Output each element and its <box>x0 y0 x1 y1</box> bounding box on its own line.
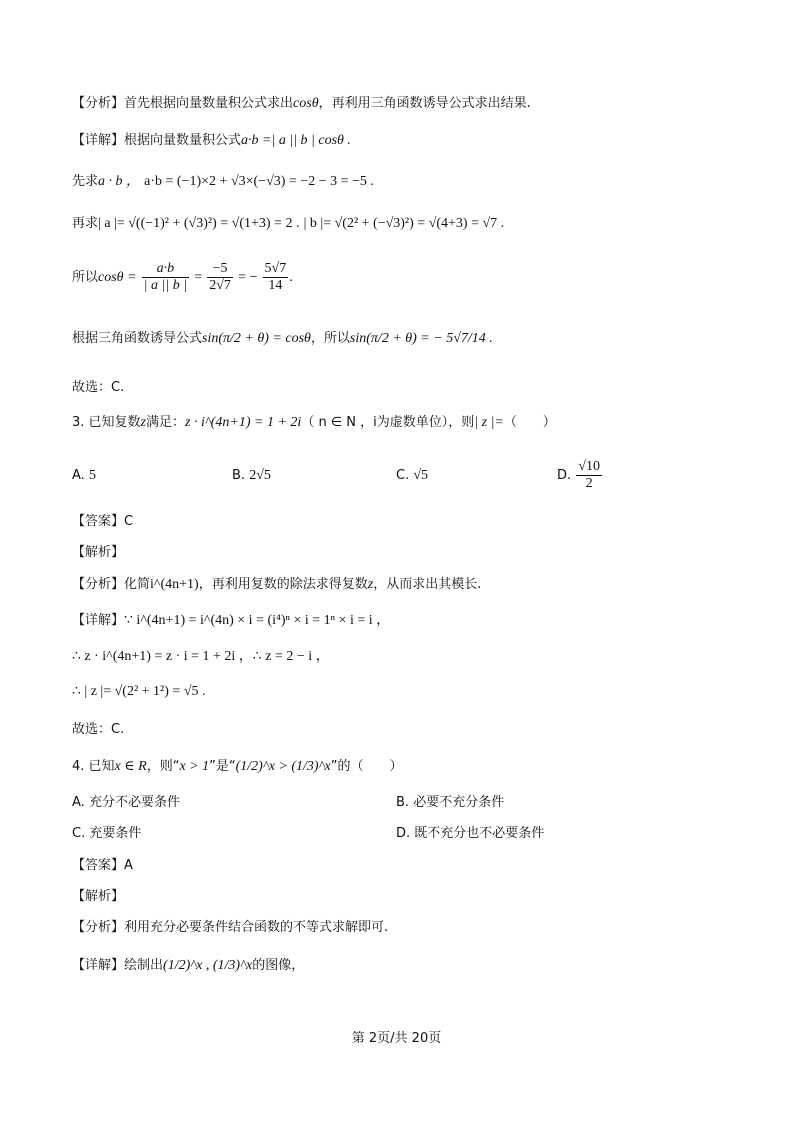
q3-detail-1: 【详解】∵ i^(4n+1) = i^(4n) × i = (i⁴)ⁿ × i = 1ⁿ × i = i ， <box>72 613 391 628</box>
q2-step2 <box>72 214 733 234</box>
q2-answer: 故选：C. <box>72 380 125 395</box>
cos-theta: cosθ <box>293 96 319 111</box>
step2-prefix: 再求 <box>72 216 99 231</box>
q2-step1 <box>72 172 733 192</box>
detail-tag: 【详解】 <box>72 133 125 148</box>
step2-formula-b: | b |= √(2² + (−√3)²) = √(4+3) = √7 . <box>303 216 505 231</box>
step3-fraction-1: $\frac{a\cdot b}{| a || b |}$ <box>143 261 188 293</box>
q4-option-b: B. 必要不充分条件 <box>396 795 505 810</box>
q4-solution-tag: 【解析】 <box>72 889 125 904</box>
step4-formula: sin(π/2 + θ) = cosθ <box>202 331 311 346</box>
q3-option-d: D. $\frac{√10}{2}$ <box>557 459 600 491</box>
step1-formula: a·b = (−1)×2 + √3×(−√3) = −2 − 3 = −5 . <box>144 174 374 189</box>
step4-mid: ，所以 <box>310 331 350 346</box>
q3-answer: 【答案】C <box>72 514 134 529</box>
q4-detail: 【详解】绘制出(1/2)^x , (1/3)^x的图像， <box>72 958 305 973</box>
dot-product-formula: a·b =| a || b | cosθ . <box>241 133 351 148</box>
q4-option-d: D. 既不充分也不必要条件 <box>396 826 545 841</box>
q2-step4 <box>72 329 733 349</box>
step4-result: sin(π/2 + θ) = − 5√7/14 . <box>349 331 493 346</box>
q4-option-a: A. 充分不必要条件 <box>72 795 180 810</box>
step4-prefix: 根据三角函数诱导公式 <box>72 331 203 346</box>
q2-analysis <box>72 94 733 114</box>
q3-analysis: 【分析】化简i^(4n+1)，再利用复数的除法求得复数z，从而求出其模长. <box>72 577 482 592</box>
step2-formula-a: | a |= √((−1)² + (√3)²) = √(1+3) = 2 . <box>98 216 300 231</box>
q2-step3: 所以cosθ = $\frac{a\cdot b}{| a || b |}$ = $\frac{-5}{2√7}$ = − $\frac{5√7}{14}$ . <box>72 261 293 293</box>
q2-detail <box>72 131 733 151</box>
page-footer: 第 2页/共 20页 <box>351 1031 442 1046</box>
option-d-fraction: $\frac{√10}{2}$ <box>578 459 600 491</box>
q3-detail-2: ∴ z · i^(4n+1) = z · i = 1 + 2i ，∴ z = 2 − i ， <box>72 649 330 664</box>
stem-z: z <box>140 415 146 430</box>
stem-abs: | z |= <box>474 415 504 430</box>
q3-option-a: A. 5 <box>72 468 96 483</box>
step3-prefix: 所以 <box>72 270 99 285</box>
step1-ab: a · b ， <box>98 174 141 189</box>
step1-prefix: 先求 <box>72 174 99 189</box>
step3-fraction-3: $\frac{5√7}{14}$ <box>264 261 287 293</box>
analysis-text: 首先根据向量数量积公式求出 <box>124 96 294 111</box>
q3-stem: 3. 已知复数z满足：z · i^(4n+1) = 1 + 2i（ n ∈ N ，i为虚数单位），则| z |=（ ） <box>72 415 556 430</box>
q4-stem: 4. 已知x ∈ R，则“x > 1”是“(1/2)^x > (1/3)^x”的（ ） <box>72 759 403 774</box>
q4-option-c: C. 充要条件 <box>72 826 142 841</box>
analysis-tag: 【分析】 <box>72 96 125 111</box>
q4-answer: 【答案】A <box>72 858 133 873</box>
q4-analysis: 【分析】利用充分必要条件结合函数的不等式求解即可. <box>72 920 389 935</box>
detail-text: 根据向量数量积公式 <box>124 133 242 148</box>
q3-final: 故选：C. <box>72 722 125 737</box>
q3-detail-3: ∴ | z |= √(2² + 1²) = √5 . <box>72 684 206 699</box>
stem-equation: z · i^(4n+1) = 1 + 2i <box>185 415 302 430</box>
step3-lhs: cosθ = <box>98 270 137 285</box>
q3-option-c: C. √5 <box>396 468 429 483</box>
step3-fraction-2: $\frac{-5}{2√7}$ <box>209 261 231 293</box>
analysis-text-2: ，再利用三角函数诱导公式求出结果. <box>318 96 531 111</box>
q3-option-b: B. 2√5 <box>232 468 271 483</box>
q3-solution-tag: 【解析】 <box>72 545 125 560</box>
